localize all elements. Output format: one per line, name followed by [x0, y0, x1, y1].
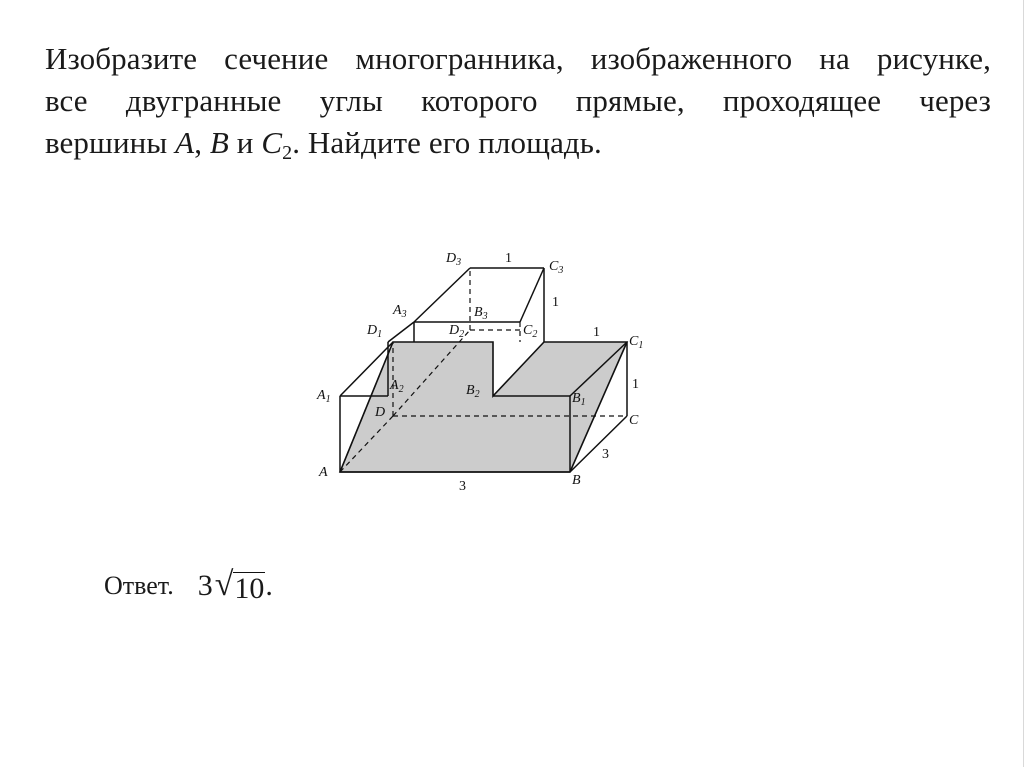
dim-top-width: 1 [505, 251, 512, 266]
problem-statement [45, 38, 991, 164]
label-c: C [629, 413, 639, 428]
answer-coefficient: 3 [197, 569, 213, 602]
problem-line-3 [45, 122, 991, 164]
dim-depth: 3 [602, 447, 609, 462]
answer-label: Ответ. [104, 571, 174, 600]
label-c2: $C_2$ [523, 323, 538, 340]
label-d: D [375, 405, 386, 420]
label-b3: $B_3$ [474, 305, 488, 322]
dim-base-length: 3 [459, 479, 466, 494]
answer [104, 556, 273, 616]
label-d1: $D_1$ [367, 323, 383, 340]
problem-line-2: все двугранные углы которого прямые, проходящее через [45, 83, 991, 118]
label-b1: $B_1$ [572, 391, 586, 408]
edge-a2a3 [388, 322, 414, 342]
label-a3: $A_3$ [393, 303, 407, 320]
vertex-c2: C [261, 125, 283, 160]
answer-period: . [265, 569, 273, 602]
problem-line-1: Изобразите сечение многогранника, изображенного на рисунке, [45, 41, 991, 76]
label-b2: $B_2$ [466, 383, 480, 400]
polyhedron-drawing [300, 238, 680, 498]
line3-start: вершины [45, 125, 176, 160]
square-root [214, 565, 266, 605]
vertex-a: A [175, 125, 195, 160]
label-b: B [572, 473, 581, 488]
label-a: A [319, 465, 328, 480]
vertex-c2-subscript: 2 [282, 142, 293, 164]
polyhedron-figure [300, 238, 680, 498]
answer-radicand: 10 [234, 571, 265, 605]
dim-side-height: 1 [632, 377, 639, 392]
dim-step-width: 1 [593, 325, 600, 340]
comma: , [194, 125, 210, 160]
edge-a3d3 [414, 268, 470, 322]
dim-top-height: 1 [552, 295, 559, 310]
answer-value [197, 565, 273, 605]
label-a2: $A_2$ [390, 378, 404, 395]
edge-b3c3 [520, 268, 544, 322]
label-d3: $D_3$ [446, 251, 462, 268]
label-c1: $C_1$ [629, 334, 644, 351]
radical-sign-icon: √ [214, 565, 234, 603]
label-d2: $D_2$ [449, 323, 465, 340]
label-a1: $A_1$ [317, 388, 331, 405]
vertex-b: B [209, 125, 229, 160]
label-c3: $C_3$ [549, 259, 564, 276]
line3-end: . Найдите его площадь. [292, 125, 602, 160]
and-word: и [228, 125, 262, 160]
